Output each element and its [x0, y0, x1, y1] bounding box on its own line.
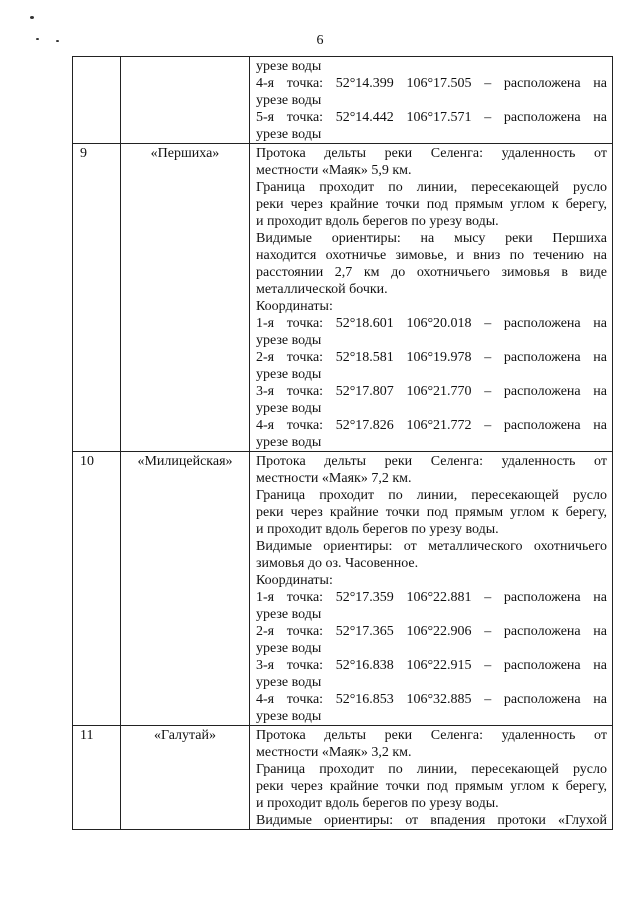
description-line: Граница проходит по линии, пересекающей русло	[256, 180, 607, 195]
description-line: реки через крайние точки под прямым углом к берегу,	[256, 505, 607, 520]
description-line: Протока дельты реки Селенга: удаленность от	[256, 146, 607, 161]
description-line: 3-я точка: 52°17.807 106°21.770 – расположена на	[256, 384, 607, 399]
description-line: 1-я точка: 52°18.601 106°20.018 – расположена на	[256, 316, 607, 331]
table-row	[73, 144, 613, 452]
channel-description	[250, 726, 613, 830]
channel-name	[121, 57, 250, 144]
description-line: 1-я точка: 52°17.359 106°22.881 – расположена на	[256, 590, 607, 605]
description-line: урезе воды	[256, 607, 322, 622]
description-line: Протока дельты реки Селенга: удаленность от	[256, 454, 607, 469]
description-line: Протока дельты реки Селенга: удаленность от	[256, 728, 607, 743]
description-line: урезе воды	[256, 675, 322, 690]
description-line: расстоянии 2,7 км до охотничьего зимовья в виде	[256, 265, 607, 280]
channel-description	[250, 144, 613, 452]
scan-speck	[30, 16, 34, 19]
description-line: находится охотничье зимовье, и вниз по течению на	[256, 248, 607, 263]
description-line: Граница проходит по линии, пересекающей русло	[256, 762, 607, 777]
description-line: урезе воды	[256, 333, 322, 348]
table-row	[73, 452, 613, 726]
description-line: реки через крайние точки под прямым углом к берегу,	[256, 779, 607, 794]
description-line: 4-я точка: 52°17.826 106°21.772 – расположена на	[256, 418, 607, 433]
channel-name: «Першиха»	[121, 144, 250, 452]
description-line: урезе воды	[256, 709, 322, 724]
table-row	[73, 726, 613, 830]
description-line: реки через крайние точки под прямым углом к берегу,	[256, 197, 607, 212]
row-number: 10	[73, 452, 121, 726]
description-line: урезе воды	[256, 59, 322, 74]
description-line: 3-я точка: 52°16.838 106°22.915 – расположена на	[256, 658, 607, 673]
description-line: 4-я точка: 52°14.399 106°17.505 – расположена на	[256, 76, 607, 91]
description-line: зимовья до оз. Часовенное.	[256, 556, 419, 571]
description-line: 4-я точка: 52°16.853 106°32.885 – расположена на	[256, 692, 607, 707]
description-line: урезе воды	[256, 401, 322, 416]
description-line: местности «Маяк» 3,2 км.	[256, 745, 412, 760]
description-line: урезе воды	[256, 367, 322, 382]
description-line: Видимые ориентиры: от металлического охотничьего	[256, 539, 607, 554]
description-line: 2-я точка: 52°17.365 106°22.906 – расположена на	[256, 624, 607, 639]
channel-name: «Милицейская»	[121, 452, 250, 726]
description-line: урезе воды	[256, 93, 322, 108]
description-line: урезе воды	[256, 641, 322, 656]
description-line: Координаты:	[256, 573, 333, 588]
description-line: 5-я точка: 52°14.442 106°17.571 – расположена на	[256, 110, 607, 125]
description-line: и проходит вдоль берегов по урезу воды.	[256, 214, 499, 229]
table-body	[73, 57, 613, 830]
channel-description	[250, 452, 613, 726]
description-line: и проходит вдоль берегов по урезу воды.	[256, 522, 499, 537]
description-line: 2-я точка: 52°18.581 106°19.978 – расположена на	[256, 350, 607, 365]
description-line: урезе воды	[256, 435, 322, 450]
row-number: 9	[73, 144, 121, 452]
description-line: Видимые ориентиры: от впадения протоки «Глухой	[256, 813, 607, 828]
row-number: 11	[73, 726, 121, 830]
description-line: местности «Маяк» 7,2 км.	[256, 471, 412, 486]
channel-description	[250, 57, 613, 144]
description-line: Координаты:	[256, 299, 333, 314]
description-line: металлической бочки.	[256, 282, 388, 297]
channel-name: «Галутай»	[121, 726, 250, 830]
description-line: и проходит вдоль берегов по урезу воды.	[256, 796, 499, 811]
description-line: Видимые ориентиры: на мысу реки Першиха	[256, 231, 607, 246]
page-number: 6	[316, 33, 324, 48]
description-line: Граница проходит по линии, пересекающей русло	[256, 488, 607, 503]
table-row	[73, 57, 613, 144]
row-number	[73, 57, 121, 144]
description-line: местности «Маяк» 5,9 км.	[256, 163, 412, 178]
zones-table	[72, 56, 613, 830]
description-line: урезе воды	[256, 127, 322, 142]
